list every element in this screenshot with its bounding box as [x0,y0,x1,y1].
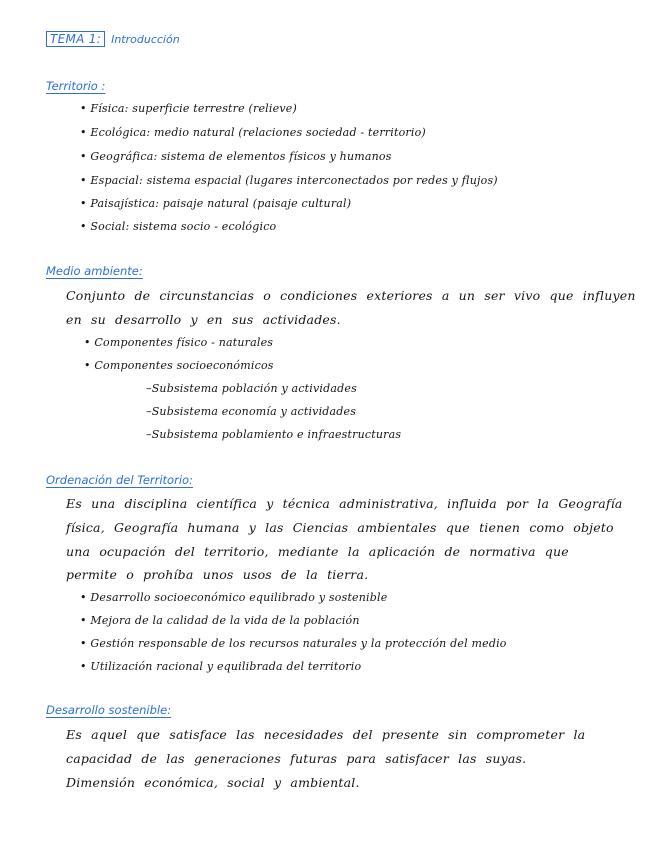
heading-ordenacion-territorio: Ordenación del Territorio: [46,473,193,487]
list-item: • Componentes físico - naturales [84,336,274,349]
paragraph-line: capacidad de las generaciones futuras para satisfacer las suyas. [66,751,527,766]
list-item: • Componentes socioeconómicos [84,359,274,372]
heading-medio-ambiente: Medio ambiente: [46,264,143,278]
paragraph-line: Es aquel que satisface las necesidades del presente sin comprometer la [66,727,586,742]
list-item: • Paisajística: paisaje natural (paisaje cultural) [80,197,352,210]
list-item: • Social: sistema socio - ecológico [80,220,277,233]
heading-desarrollo-sostenible: Desarrollo sostenible: [46,703,172,717]
page-title [46,31,180,47]
paragraph-line: Conjunto de circunstancias o condiciones exteriores a un ser vivo que influyen [66,288,636,303]
list-item: • Ecológica: medio natural (relaciones sociedad - territorio) [80,126,426,139]
heading-territorio: Territorio : [46,79,106,93]
list-item: • Mejora de la calidad de la vida de la población [80,614,360,627]
paragraph-line: física, Geografía humana y las Ciencias ambientales que tienen como objeto [66,520,614,535]
paragraph-line: una ocupación del territorio, mediante la aplicación de normativa que [66,544,569,559]
sub-list-item: –Subsistema economía y actividades [146,405,357,418]
sub-list-item: –Subsistema población y actividades [146,382,357,395]
list-item: • Utilización racional y equilibrada del territorio [80,660,362,673]
list-item: • Geográfica: sistema de elementos físicos y humanos [80,150,392,163]
paragraph-line: en su desarrollo y en sus actividades. [66,312,341,327]
topic-title: Introducción [111,33,180,46]
list-item: • Espacial: sistema espacial (lugares interconectados por redes y flujos) [80,174,498,187]
paragraph-line: Dimensión económica, social y ambiental. [66,775,360,790]
sub-list-item: –Subsistema poblamiento e infraestructuras [146,428,402,441]
list-item: • Desarrollo socioeconómico equilibrado y sostenible [80,591,388,604]
list-item: • Gestión responsable de los recursos naturales y la protección del medio [80,637,507,650]
list-item: • Física: superficie terrestre (relieve) [80,102,297,115]
paragraph-line: permite o prohíba unos usos de la tierra. [66,567,369,582]
paragraph-line: Es una disciplina científica y técnica administrativa, influida por la Geografía [66,496,623,511]
topic-label-box: TEMA 1: [46,31,105,47]
